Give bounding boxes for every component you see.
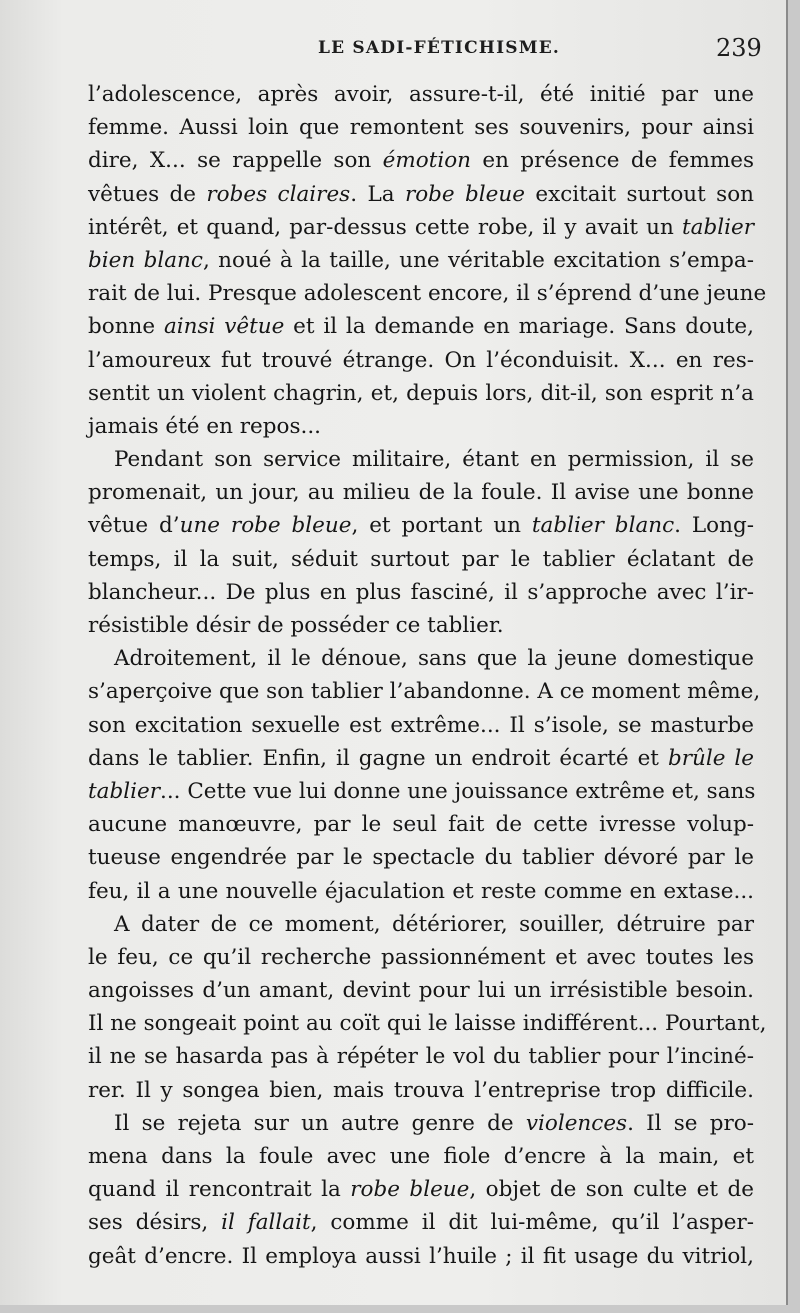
text-line [88, 1074, 754, 1107]
italic-text: il fallait [221, 1210, 311, 1236]
text-line [88, 875, 754, 908]
text-line [88, 1206, 754, 1239]
text-segment: , comme il dit lui-même, qu’il l’asper- [310, 1210, 754, 1236]
text-line [88, 1240, 754, 1273]
text-segment: Il se rejeta sur un autre genre de [114, 1110, 526, 1136]
text-line [88, 78, 754, 111]
text-line [88, 841, 754, 874]
text-line [88, 211, 754, 244]
text-segment: quand il rencontrait la [88, 1177, 351, 1203]
italic-text: robes claires [206, 181, 351, 207]
italic-text: robe bleue [350, 1177, 470, 1203]
text-line [88, 1107, 754, 1140]
text-segment: en présence de femmes [471, 148, 755, 174]
text-segment: . Long- [674, 513, 754, 539]
text-line [88, 742, 754, 775]
text-segment: mena dans la foule avec une fiole d’encre à la main, et [88, 1144, 754, 1169]
text-line [88, 509, 754, 542]
text-segment: bonne [88, 314, 164, 340]
text-segment: Il ne songeait point au coït qui le laisse indifférent... Pourtant, [88, 1011, 767, 1037]
text-line [88, 908, 754, 941]
text-segment: rer. Il y songea bien, mais trouva l’entreprise trop difficile. [88, 1077, 754, 1103]
text-line [88, 576, 754, 609]
text-line [88, 310, 754, 343]
text-segment: dans le tablier. Enfin, il gagne un endroit écarté et [88, 745, 668, 771]
text-segment: aucune manœuvre, par le seul fait de cette ivresse volup- [88, 812, 754, 838]
text-segment: tueuse engendrée par le spectacle du tablier dévoré par le [88, 845, 754, 871]
text-line [88, 1140, 754, 1173]
text-segment: résistible désir de posséder ce tablier. [88, 613, 504, 638]
text-line [88, 178, 754, 211]
text-segment: temps, il la suit, séduit surtout par le tablier éclatant de [88, 546, 754, 572]
italic-text: tablier [682, 214, 754, 240]
text-segment: blancheur... De plus en plus fasciné, il s’approche avec l’ir- [88, 579, 754, 605]
italic-text: bien blanc [88, 247, 203, 273]
text-segment: . Il se pro- [627, 1110, 754, 1136]
text-segment: excitait surtout son [524, 181, 754, 207]
italic-text: violences [525, 1110, 628, 1136]
text-line [88, 1040, 754, 1073]
text-segment: , objet de son culte et de [469, 1177, 754, 1203]
text-line [88, 642, 754, 675]
text-line [88, 443, 754, 476]
text-segment: femme. Aussi loin que remontent ses souvenirs, pour ainsi [88, 115, 754, 141]
text-segment: sentit un violent chagrin, et, depuis lors, dit-il, son esprit n’a [88, 380, 754, 406]
text-line [88, 144, 754, 177]
text-line [88, 675, 761, 708]
text-segment: l’adolescence, après avoir, assure-t-il, été initié par une [88, 82, 754, 107]
text-line [88, 476, 754, 509]
text-line [88, 775, 754, 808]
text-segment: et il la demande en mariage. Sans doute, [284, 314, 754, 340]
text-segment: intérêt, et quand, par-dessus cette robe, il y avait un [88, 214, 683, 240]
text-line [88, 941, 754, 974]
text-segment: vêtue d’ [88, 513, 180, 539]
text-segment: rait de lui. Presque adolescent encore, il s’éprend d’une jeune [88, 281, 767, 307]
text-segment: feu, il a une nouvelle éjaculation et reste comme en extase... [88, 878, 754, 904]
text-segment: promenait, un jour, au milieu de la foule. Il avise une bonne [88, 480, 754, 506]
text-line [88, 377, 754, 410]
text-line [88, 609, 754, 642]
text-line [88, 974, 754, 1007]
text-segment: Adroitement, il le dénoue, sans que la jeune domestique [114, 646, 754, 672]
text-line [88, 410, 754, 443]
text-segment: son excitation sexuelle est extrême... Il s’isole, se masturbe [88, 712, 754, 738]
italic-text: robe bleue [404, 181, 525, 207]
text-segment: geât d’encre. Il employa aussi l’huile ; il fit usage du vitriol, [88, 1243, 754, 1269]
italic-text: émotion [382, 148, 472, 174]
text-line [88, 244, 754, 277]
text-line [88, 808, 754, 841]
text-segment: s’aperçoive que son tablier l’abandonne. A ce moment même, [88, 679, 761, 705]
text-segment: angoisses d’un amant, devint pour lui un irrésistible besoin. [88, 978, 754, 1004]
body-text [88, 78, 767, 1273]
italic-text: ainsi vêtue [163, 314, 285, 340]
text-line [88, 111, 754, 144]
text-segment: A dater de ce moment, détériorer, souiller, détruire par [114, 911, 754, 937]
page-number: 239 [716, 34, 762, 62]
text-segment: dire, X... se rappelle son [88, 148, 383, 174]
running-title: LE SADI-FÉTICHISME. [318, 38, 560, 58]
text-line [88, 344, 754, 377]
text-line [88, 543, 754, 576]
text-segment: , noué à la taille, une véritable excitation s’empa- [202, 247, 755, 273]
text-line [88, 1007, 767, 1040]
text-line [88, 1173, 754, 1206]
italic-text: une robe bleue [179, 513, 352, 539]
text-segment: . La [350, 181, 405, 207]
text-segment: l’amoureux fut trouvé étrange. On l’éconduisit. X... en res- [88, 347, 754, 373]
text-segment: il ne se hasarda pas à répéter le vol du tablier pour l’inciné- [88, 1044, 754, 1070]
text-segment: , et portant un [351, 513, 532, 539]
italic-text: tablier [88, 778, 160, 804]
text-line [88, 277, 767, 310]
text-segment: Pendant son service militaire, étant en permission, il se [114, 447, 754, 473]
page-header [0, 34, 786, 68]
italic-text: brûle le [667, 745, 755, 771]
text-segment: ses désirs, [88, 1210, 222, 1236]
text-segment: jamais été en repos... [88, 413, 322, 439]
text-segment: ... Cette vue lui donne une jouissance extrême et, sans [159, 778, 756, 804]
text-segment: le feu, ce qu’il recherche passionnément et avec toutes les [88, 944, 754, 970]
italic-text: tablier blanc [531, 513, 675, 539]
text-segment: vêtues de [88, 181, 207, 207]
text-line [88, 709, 754, 742]
